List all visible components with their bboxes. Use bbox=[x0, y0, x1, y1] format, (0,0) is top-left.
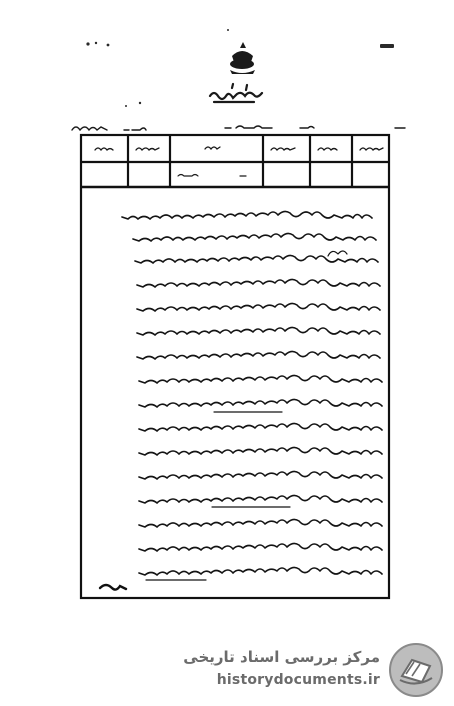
form-frame bbox=[81, 135, 389, 598]
form-column-headers bbox=[95, 147, 383, 150]
watermark-name: مرکز بررسی اسناد تاریخی bbox=[183, 648, 380, 666]
handwritten-body bbox=[122, 211, 382, 580]
signature-mark bbox=[100, 585, 126, 590]
archive-watermark bbox=[150, 640, 446, 700]
letterhead-title bbox=[210, 84, 262, 102]
form-header-entries bbox=[178, 175, 246, 177]
royal-crown-emblem bbox=[230, 42, 255, 74]
watermark-url: historydocuments.ir bbox=[216, 672, 380, 688]
document-folder-logo-icon bbox=[388, 642, 444, 698]
header-meta-line bbox=[72, 126, 405, 130]
